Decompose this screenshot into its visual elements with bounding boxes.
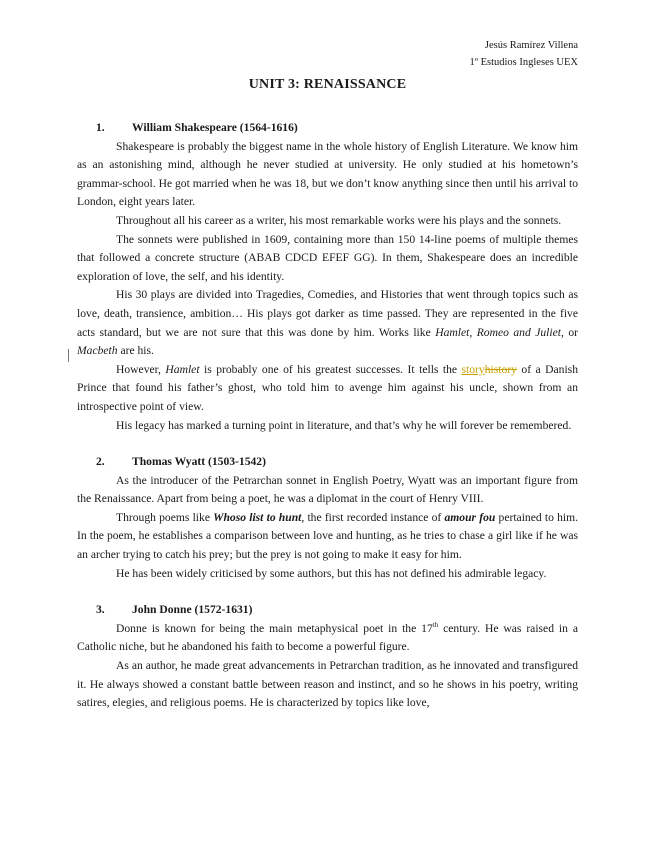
paragraph: His legacy has marked a turning point in literature, and that’s why he will forever be remembered. xyxy=(116,418,572,432)
text-run: His 30 plays are divided into Tragedies, Comedies, and Histories that went through topics such as love, death, transience, ambition… His plays got darker as time passed. They are represented in the five acts standard, but we are not sure that this was done by him. Works like xyxy=(77,288,578,339)
section-title: William Shakespeare (1564-1616) xyxy=(132,121,298,134)
text-cursor-marker xyxy=(68,349,69,362)
section-heading-donne xyxy=(77,601,578,620)
text-run: century. He was raised in a Catholic niche, but he abandoned his faith to become a powerful figure. xyxy=(77,621,578,654)
spacer xyxy=(77,435,578,453)
page-title: UNIT 3: RENAISSANCE xyxy=(248,77,407,92)
section-heading-wyatt xyxy=(77,453,578,472)
paragraph: The sonnets were published in 1609, containing more than 150 14-line poems of multiple themes that followed a concrete structure (ABAB CDCD EFEF GG). In them, Shakespeare does an incredible exploration of love, the self, and his identity. xyxy=(77,232,578,283)
text-run: is probably one of his greatest successes. It tells the xyxy=(199,362,462,376)
section-title: John Donne (1572-1631) xyxy=(132,603,253,617)
text-run: of a Danish Prince that found his father’s ghost, who told him to avenge him against his uncle, shown from an introspective point of view. xyxy=(77,362,578,413)
paragraph: He has been widely criticised by some authors, but this has not defined his admirable legacy. xyxy=(116,566,547,580)
section-heading-shakespeare xyxy=(77,119,578,138)
paragraph xyxy=(77,620,578,657)
tracked-insertion[interactable]: story xyxy=(461,362,485,376)
text-run: , the first recorded instance of xyxy=(301,510,445,524)
work-title-macbeth: Macbeth xyxy=(77,344,118,358)
poem-title: Whoso list to hunt xyxy=(213,510,302,524)
paragraph: As the introducer of the Petrarchan sonnet in English Poetry, Wyatt was an important figure from the Renaissance. Apart from being a poet, he was a diplomat in the court of Henry VIII. xyxy=(77,473,578,506)
tracked-deletion[interactable]: history xyxy=(484,362,517,376)
document-body[interactable] xyxy=(77,119,578,713)
course-name: 1º Estudios Ingleses UEX xyxy=(469,57,578,68)
paragraph xyxy=(77,361,578,417)
paragraph: Shakespeare is probably the biggest name in the whole history of English Literature. We know him as an astonishing mind, although he never studied at university. He only studied at his hometown’s grammar-school. He got married when he was 18, but we don’t know anything since then until his arrival to London, eight years later. xyxy=(77,139,578,209)
page-header xyxy=(469,37,578,71)
term-amour-fou: amour fou xyxy=(444,510,496,524)
work-titles: Hamlet, Romeo and Juliet, xyxy=(435,325,564,339)
text-run: pertained to him. In the poem, he establishes a comparison between love and hunting, as he tries to chase a girl like if he was an archer trying to catch his prey; but the prey is not going to make it easy for him. xyxy=(77,510,579,562)
section-number: 3. xyxy=(96,603,105,617)
paragraph: As an author, he made great advancements in Petrarchan tradition, as he innovated and transfigured it. He always showed a constant battle between reason and instinct, and so he shows in his poetry, writing satires, elegies, and religious poems. He is characterized by topics like love, xyxy=(77,659,578,710)
ordinal-suffix: th xyxy=(432,620,439,629)
author-name: Jesús Ramírez Villena xyxy=(484,40,578,51)
section-number: 2. xyxy=(96,455,105,469)
paragraph: Throughout all his career as a writer, his most remarkable works were his plays and the sonnets. xyxy=(116,213,562,227)
paragraph xyxy=(77,286,578,360)
text-run: However, xyxy=(116,362,166,376)
section-number: 1. xyxy=(96,121,105,134)
work-title-hamlet: Hamlet xyxy=(165,362,200,376)
spacer xyxy=(77,583,578,601)
text-run: Through poems like xyxy=(116,510,214,524)
section-title: Thomas Wyatt (1503-1542) xyxy=(132,455,266,469)
text-run: are his. xyxy=(117,344,154,358)
paragraph xyxy=(77,509,578,565)
text-run: Donne is known for being the main metaphysical poet in the 17 xyxy=(116,621,433,635)
text-run: or xyxy=(563,325,578,339)
